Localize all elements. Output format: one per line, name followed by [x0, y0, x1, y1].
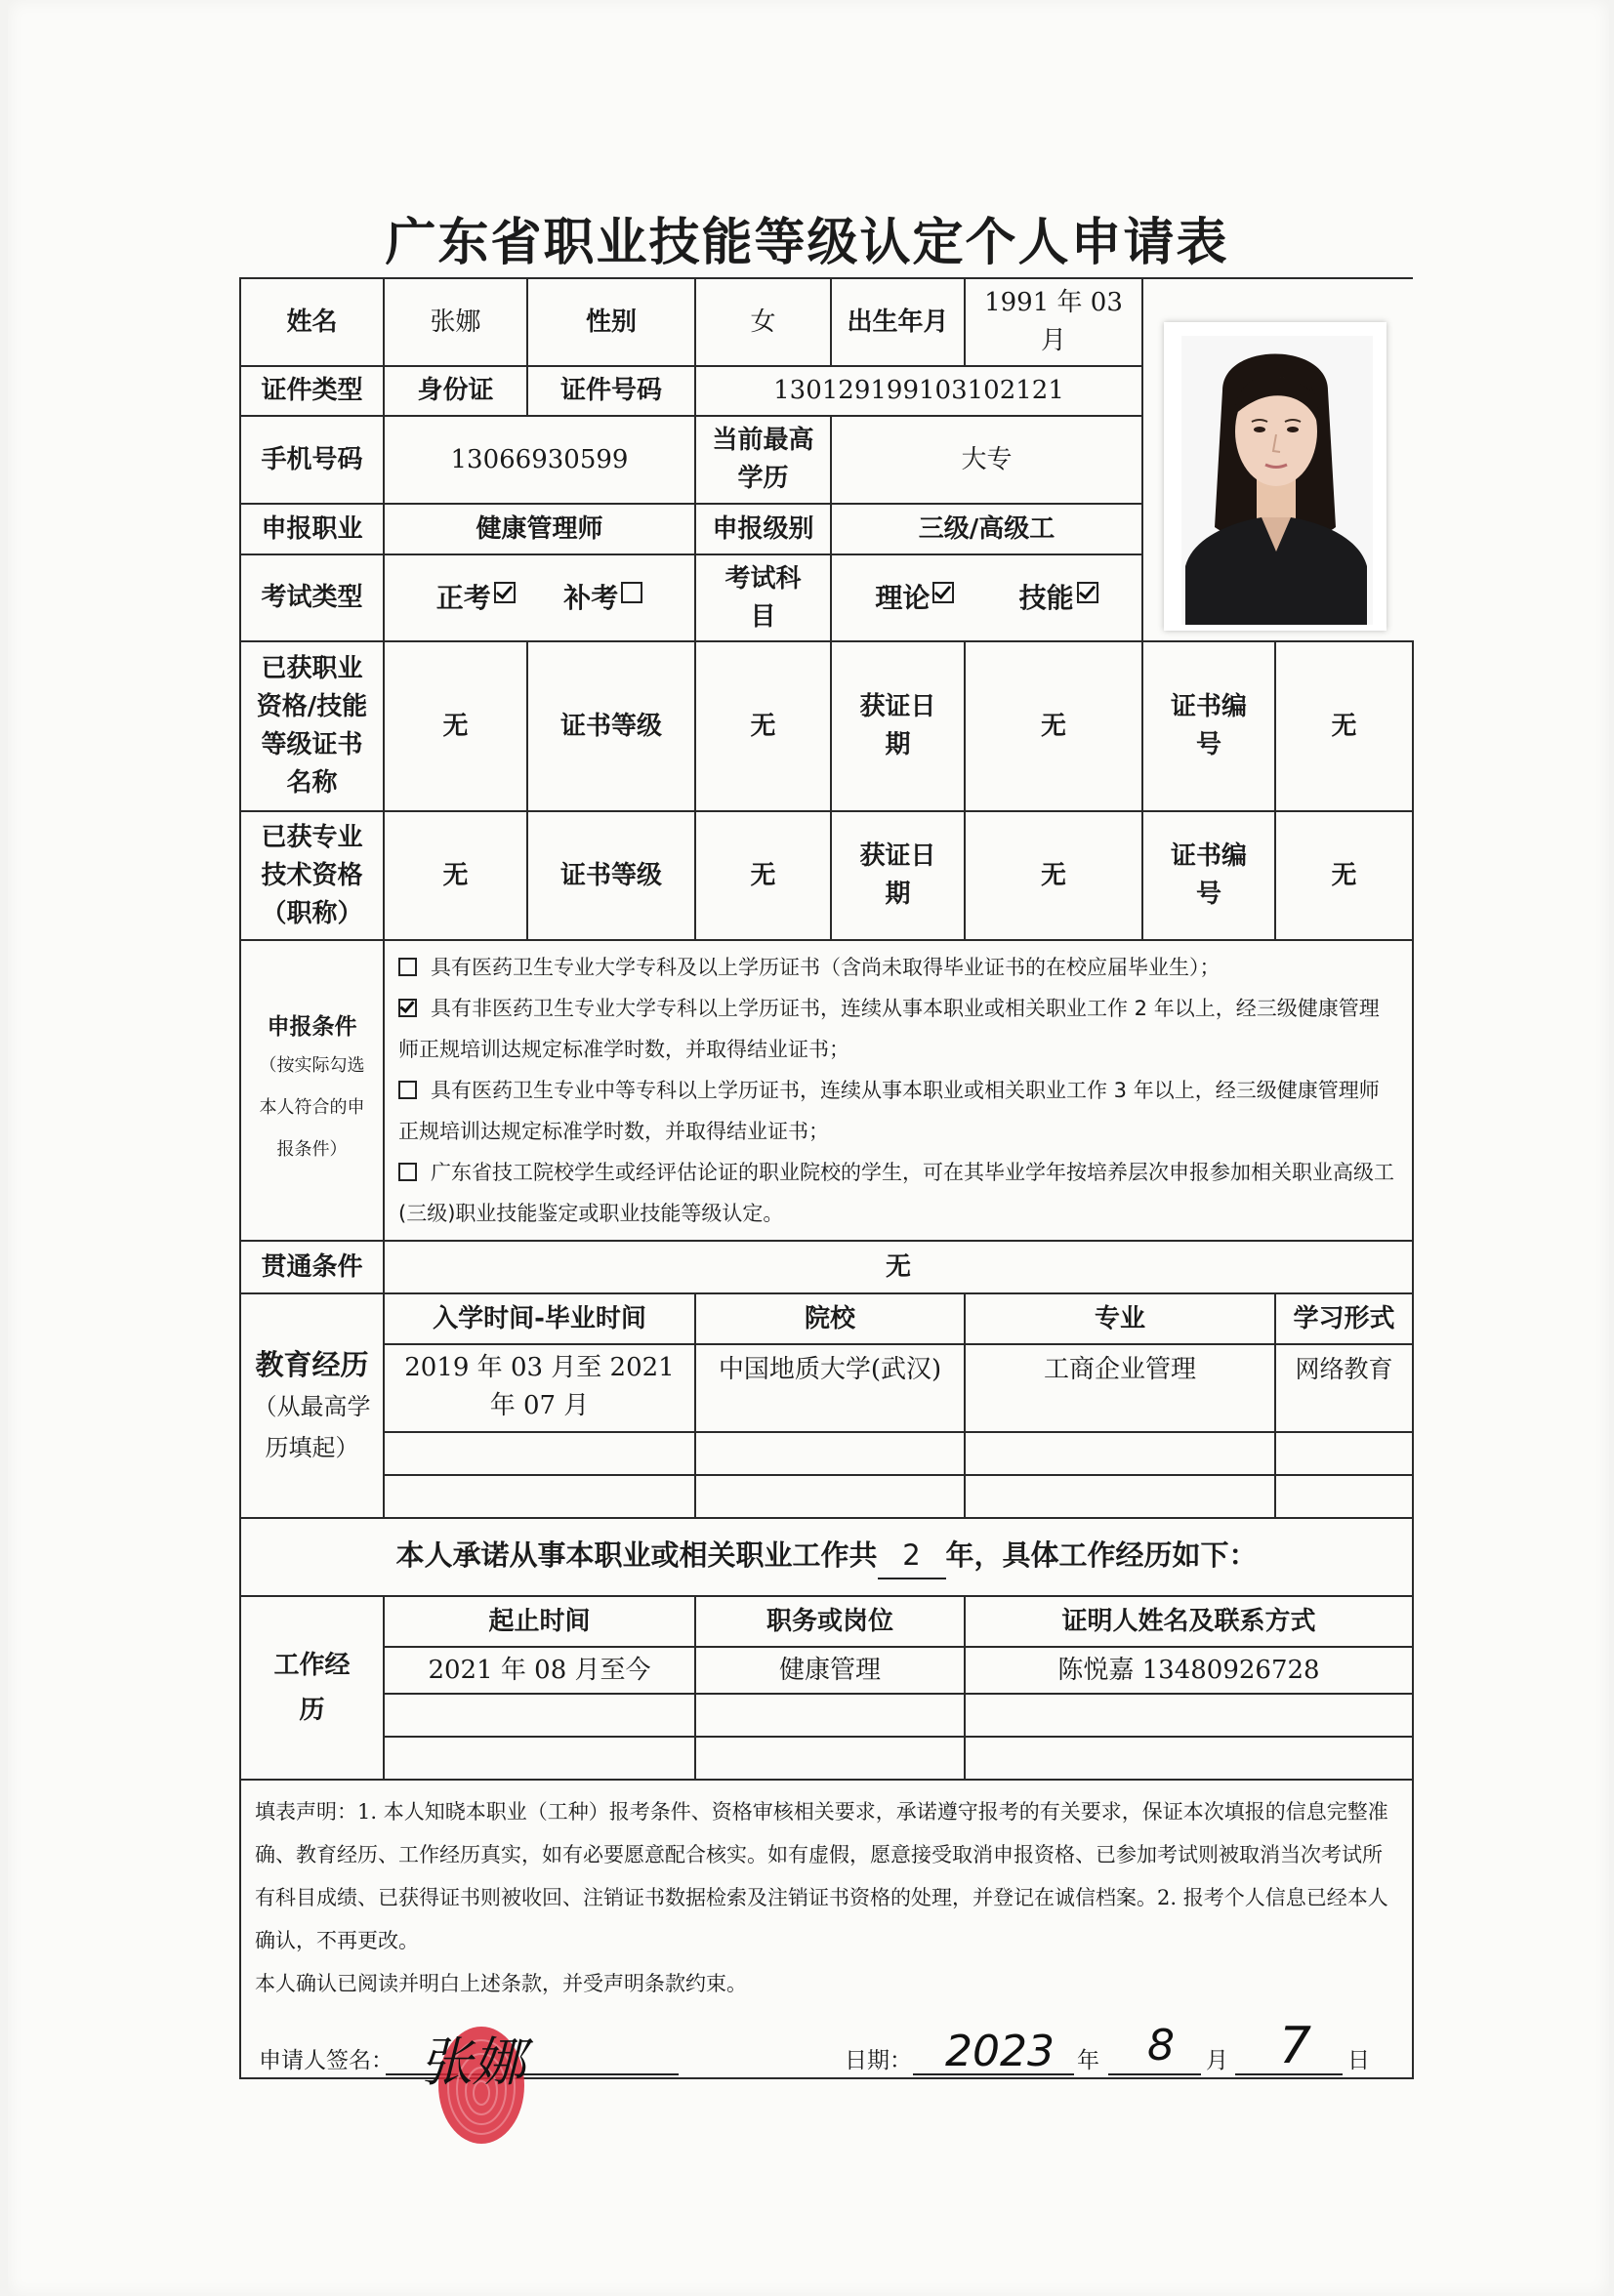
form-title: 广东省职业技能等级认定个人申请表: [385, 214, 1229, 272]
edu-empty-cell: [965, 1432, 1275, 1475]
exam-type-options: [384, 554, 695, 641]
qual-cert-no-label: 证书编号: [1142, 641, 1275, 811]
checkbox-checked-icon[interactable]: [932, 582, 954, 603]
month-label: 月: [1206, 2048, 1228, 2073]
birth-label: 出生年月: [831, 278, 965, 366]
position-value: 健康管理: [695, 1647, 965, 1694]
applicant-sign-label: 申请人签名：: [259, 2048, 393, 2073]
conditions-label-cell: [240, 940, 384, 1241]
checkbox-empty-icon[interactable]: [398, 1081, 417, 1099]
reference-header: 证明人姓名及联系方式: [965, 1596, 1413, 1647]
school-value: 中国地质大学(武汉): [695, 1344, 965, 1432]
work-period-header: 起止时间: [384, 1596, 695, 1647]
declaration-cell: [240, 1780, 1413, 2078]
phone-label: 手机号码: [240, 416, 384, 504]
edu-empty-cell: [384, 1475, 695, 1518]
pro-title-label: 已获专业技术资格（职称）: [240, 811, 384, 940]
through-value: 无: [384, 1241, 1413, 1293]
handwritten-year: 2023: [945, 2027, 1055, 2076]
work-empty-cell: [695, 1694, 965, 1737]
qual-cert-name-value: 无: [384, 641, 527, 811]
condition-item[interactable]: 具有非医药卫生专业大学专科以上学历证书，连续从事本职业或相关职业工作 2 年以上，经三级健康管理师正规培训达规定标准学时数，并取得结业证书；: [398, 997, 1380, 1061]
study-mode-value: 网络教育: [1275, 1344, 1413, 1432]
education-label: 当前最高学历: [695, 416, 831, 504]
edu-note: （从最高学历填起）: [253, 1393, 371, 1461]
id-type-value: 身份证: [384, 366, 527, 416]
edu-period-value: 2019 年 03 月至 2021 年 07 月: [384, 1344, 695, 1432]
work-label: 工作经历: [240, 1596, 384, 1780]
gender-label: 性别: [527, 278, 695, 366]
handwritten-signature: 张娜: [420, 2031, 525, 2093]
exam-subject-skill[interactable]: 技能: [1019, 578, 1098, 619]
work-empty-cell: [965, 1694, 1413, 1737]
birth-value: 1991 年 03 月: [965, 278, 1142, 366]
occupation-label: 申报职业: [240, 504, 384, 554]
checkbox-checked-icon[interactable]: [398, 999, 417, 1017]
pro-cert-grade-label: 证书等级: [527, 811, 695, 940]
qual-cert-date-label: 获证日期: [831, 641, 965, 811]
exam-subject-theory[interactable]: 理论: [875, 578, 954, 619]
major-value: 工商企业管理: [965, 1344, 1275, 1432]
condition-item[interactable]: 具有医药卫生专业中等专科以上学历证书，连续从事本职业或相关职业工作 3 年以上，经三级健康管理师正规培训达规定标准学时数，并取得结业证书；: [398, 1079, 1380, 1143]
edu-empty-cell: [695, 1432, 965, 1475]
id-type-label: 证件类型: [240, 366, 384, 416]
checkbox-checked-icon[interactable]: [1077, 582, 1098, 603]
study-mode-header: 学习形式: [1275, 1293, 1413, 1344]
qual-cert-date-value: 无: [965, 641, 1142, 811]
checkbox-empty-icon[interactable]: [398, 958, 417, 976]
edu-empty-cell: [384, 1432, 695, 1475]
exam-type-label: 考试类型: [240, 554, 384, 641]
work-period-value: 2021 年 08 月至今: [384, 1647, 695, 1694]
name-label: 姓名: [240, 278, 384, 366]
pro-title-value: 无: [384, 811, 527, 940]
exam-subject-options: [831, 554, 1142, 641]
exam-subject-label: 考试科目: [695, 554, 831, 641]
id-number-label: 证件号码: [527, 366, 695, 416]
reference-value: 陈悦嘉 13480926728: [965, 1647, 1413, 1694]
education-value: 大专: [831, 416, 1142, 504]
work-empty-cell: [965, 1737, 1413, 1780]
phone-value: 13066930599: [384, 416, 695, 504]
applicant-photo: [1164, 322, 1386, 631]
day-label: 日: [1347, 2048, 1370, 2073]
work-empty-cell: [695, 1737, 965, 1780]
major-header: 专业: [965, 1293, 1275, 1344]
promise-years: 2: [878, 1535, 946, 1579]
pro-cert-no-label: 证书编号: [1142, 811, 1275, 940]
work-empty-cell: [384, 1737, 695, 1780]
year-label: 年: [1077, 2048, 1099, 2073]
declaration-confirm: 本人确认已阅读并明白上述条款，并受声明条款约束。: [255, 1972, 747, 1995]
conditions-note: （按实际勾选本人符合的申报条件）: [259, 1054, 365, 1160]
edu-empty-cell: [1275, 1475, 1413, 1518]
condition-item[interactable]: 具有医药卫生专业大学专科及以上学历证书（含尚未取得毕业证书的在校应届毕业生）；: [398, 947, 1398, 988]
work-promise: 本人承诺从事本职业或相关职业工作共 2 年，具体工作经历如下：: [240, 1518, 1413, 1596]
through-label: 贯通条件: [240, 1241, 384, 1293]
exam-type-makeup[interactable]: 补考: [563, 578, 642, 619]
level-value: 三级/高级工: [831, 504, 1142, 554]
pro-cert-grade-value: 无: [695, 811, 831, 940]
edu-label-cell: [240, 1293, 384, 1518]
portrait-image: [1164, 322, 1386, 631]
edu-period-header: 入学时间-毕业时间: [384, 1293, 695, 1344]
edu-empty-cell: [695, 1475, 965, 1518]
occupation-value: 健康管理师: [384, 504, 695, 554]
conditions-label: 申报条件: [267, 1014, 357, 1041]
date-label: 日期：: [845, 2048, 912, 2073]
work-empty-cell: [384, 1694, 695, 1737]
edu-empty-cell: [1275, 1432, 1413, 1475]
checkbox-empty-icon[interactable]: [621, 582, 642, 603]
qual-cert-name-label: 已获职业资格/技能等级证书名称: [240, 641, 384, 811]
qual-cert-no-value: 无: [1275, 641, 1413, 811]
exam-type-regular[interactable]: 正考: [436, 578, 516, 619]
gender-value: 女: [695, 278, 831, 366]
pro-cert-date-value: 无: [965, 811, 1142, 940]
position-header: 职务或岗位: [695, 1596, 965, 1647]
edu-empty-cell: [965, 1475, 1275, 1518]
level-label: 申报级别: [695, 504, 831, 554]
name-value: 张娜: [384, 278, 527, 366]
handwritten-month: 8: [1147, 2021, 1175, 2070]
declaration-text: 填表声明：1. 本人知晓本职业（工种）报考条件、资格审核相关要求，承诺遵守报考的有关要求，保证本次填报的信息完整准确、教育经历、工作经历真实，如有必要愿意配合核实。如有虚假，愿意接受取消申报资格、已参加考试则被取消当次考试所有科目成绩、已获得证书则被收回、注销证书数据检索及注销证书资格的处理，并登记在诚信档案。2. 报考个人信息已经本人确认，不再更改。: [255, 1800, 1388, 1952]
pro-cert-no-value: 无: [1275, 811, 1413, 940]
qual-cert-grade-label: 证书等级: [527, 641, 695, 811]
edu-label: 教育经历: [255, 1348, 369, 1381]
id-number-value: 130129199103102121: [695, 366, 1142, 416]
checkbox-empty-icon[interactable]: [398, 1163, 417, 1181]
checkbox-checked-icon[interactable]: [494, 582, 516, 603]
handwritten-day: 7: [1279, 2017, 1312, 2075]
condition-item[interactable]: 广东省技工院校学生或经评估论证的职业院校的学生，可在其毕业学年按培养层次申报参加相关职业高级工(三级)职业技能鉴定或职业技能等级认定。: [398, 1161, 1394, 1225]
pro-cert-date-label: 获证日期: [831, 811, 965, 940]
school-header: 院校: [695, 1293, 965, 1344]
conditions-list: [384, 940, 1413, 1241]
qual-cert-grade-value: 无: [695, 641, 831, 811]
